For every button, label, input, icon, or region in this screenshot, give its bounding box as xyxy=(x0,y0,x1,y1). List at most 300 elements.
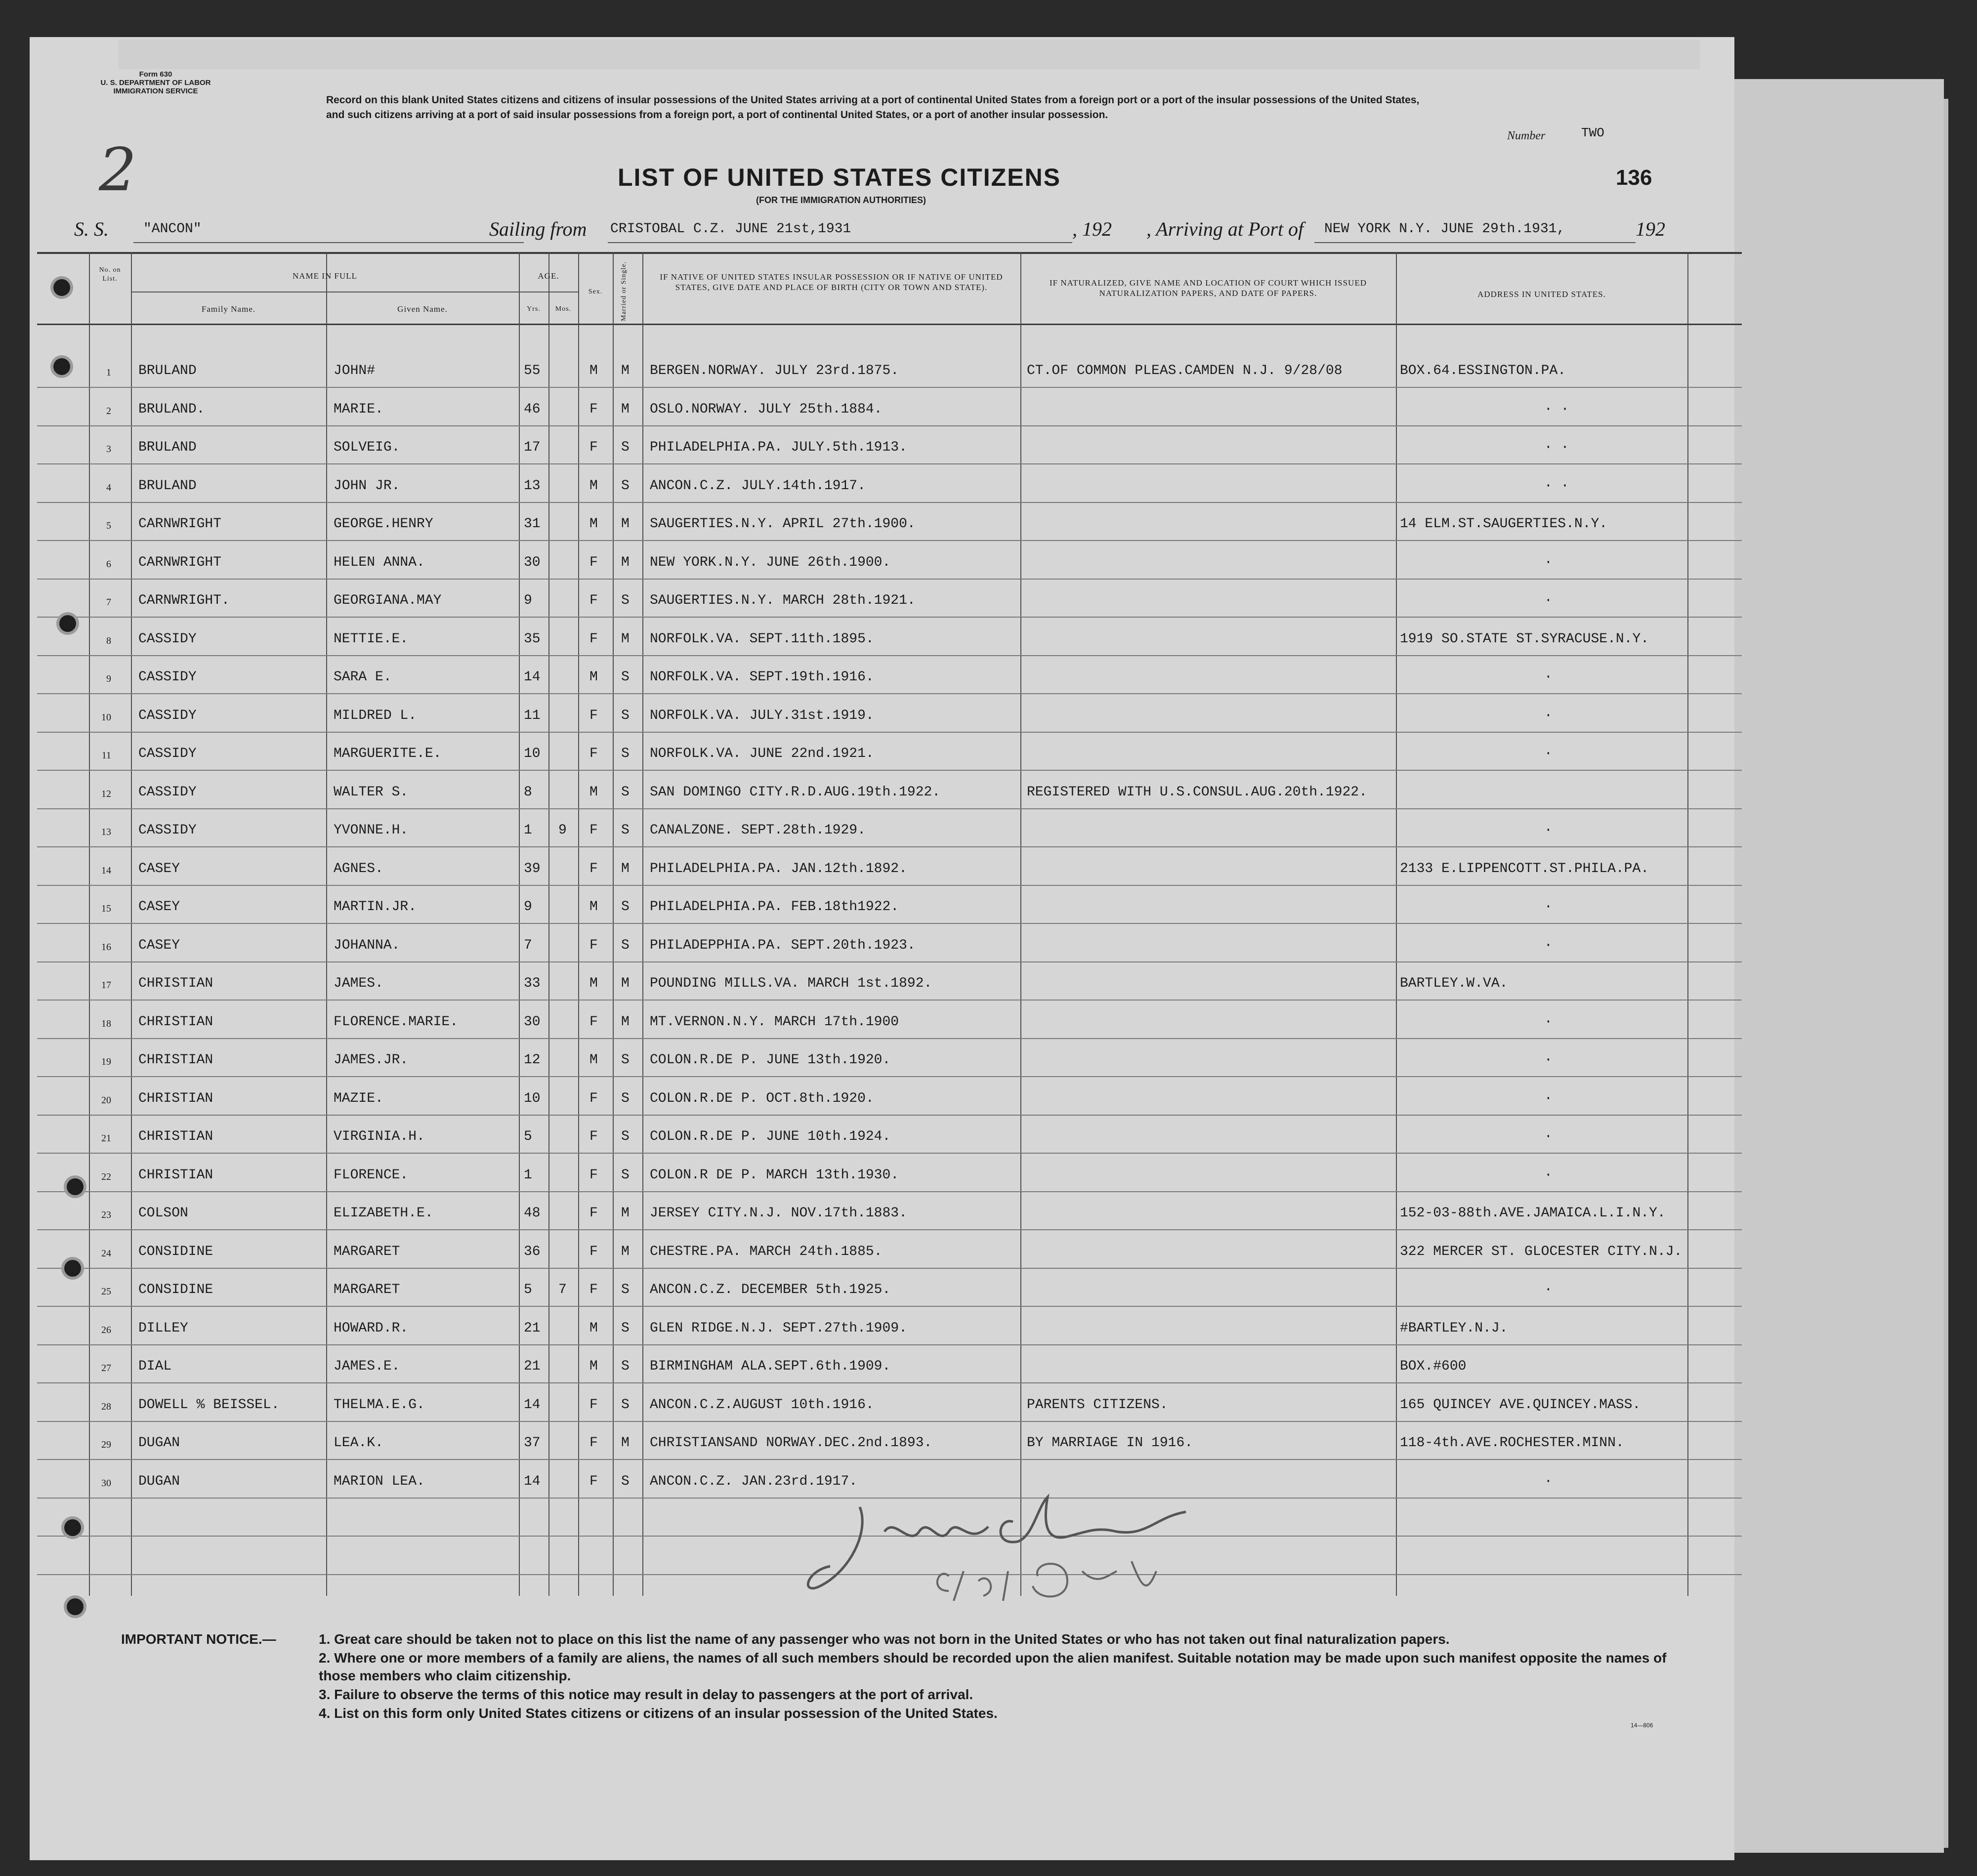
cell-birth-place-date: CHRISTIANSAND NORWAY.DEC.2nd.1893. xyxy=(650,1435,932,1451)
passenger-table xyxy=(37,252,1742,1596)
page-title: LIST OF UNITED STATES CITIZENS xyxy=(618,164,1061,191)
cell-family-name: DUGAN xyxy=(138,1435,180,1451)
cell-address: · xyxy=(1544,1052,1553,1068)
cell-list-number: 16 xyxy=(101,941,111,953)
cell-married-single: S xyxy=(621,1473,630,1489)
cell-birth-place-date: NORFOLK.VA. JUNE 22nd.1921. xyxy=(650,746,874,761)
cell-address: · xyxy=(1544,823,1553,838)
row-rule xyxy=(37,961,1742,962)
row-rule xyxy=(37,540,1742,541)
cell-family-name: DOWELL % BEISSEL. xyxy=(138,1397,280,1413)
binder-hole xyxy=(67,1598,84,1615)
cell-family-name: DIAL xyxy=(138,1359,172,1374)
cell-given-name: FLORENCE.MARIE. xyxy=(334,1014,459,1030)
sailing-from: CRISTOBAL C.Z. JUNE 21st,1931 xyxy=(610,221,851,237)
col-header-name-in-full: NAME IN FULL xyxy=(293,271,357,281)
cell-married-single: M xyxy=(621,976,630,991)
cell-list-number: 1 xyxy=(106,367,111,378)
table-row xyxy=(37,888,1742,927)
cell-address: 322 MERCER ST. GLOCESTER CITY.N.J. xyxy=(1400,1244,1683,1259)
row-rule xyxy=(37,1191,1742,1192)
cell-list-number: 13 xyxy=(101,827,111,837)
cell-family-name: COLSON xyxy=(138,1206,188,1221)
cell-given-name: MARTIN.JR. xyxy=(334,899,417,915)
table-row xyxy=(37,1157,1742,1195)
cell-list-number: 26 xyxy=(101,1324,111,1335)
table-top-rule xyxy=(37,252,1742,254)
cell-age-years: 21 xyxy=(524,1359,541,1374)
table-row xyxy=(37,927,1742,965)
cell-list-number: 21 xyxy=(101,1133,111,1144)
cell-given-name: HOWARD.R. xyxy=(334,1320,409,1336)
row-rule xyxy=(37,579,1742,580)
year-suffix: 192 xyxy=(1636,218,1665,240)
cell-age-years: 35 xyxy=(524,631,541,647)
cell-married-single: M xyxy=(621,861,630,876)
cell-list-number: 29 xyxy=(101,1439,111,1450)
cell-list-number: 14 xyxy=(101,865,111,876)
underlying-sheet xyxy=(1725,79,1944,1853)
cell-list-number: 4 xyxy=(106,482,111,493)
row-rule xyxy=(37,1229,1742,1230)
cell-given-name: THELMA.E.G. xyxy=(334,1397,425,1413)
cell-address: · xyxy=(1544,1090,1553,1106)
table-row xyxy=(37,1424,1742,1463)
cell-address: · · xyxy=(1544,478,1569,494)
cell-given-name: YVONNE.H. xyxy=(334,823,409,838)
cell-sex: F xyxy=(589,631,598,647)
cell-married-single: S xyxy=(621,593,630,608)
cell-given-name: SOLVEIG. xyxy=(334,440,400,455)
cell-age-years: 13 xyxy=(524,478,541,494)
year-suffix: , 192 xyxy=(1072,218,1112,240)
cell-birth-place-date: CHESTRE.PA. MARCH 24th.1885. xyxy=(650,1244,883,1259)
cell-list-number: 20 xyxy=(101,1094,111,1106)
col-header-given-name: Given Name. xyxy=(397,304,448,314)
cell-age-years: 36 xyxy=(524,1244,541,1259)
form-number: Form 630 xyxy=(139,70,172,79)
cell-sex: F xyxy=(589,746,598,761)
table-row xyxy=(37,467,1742,506)
cell-age-years: 31 xyxy=(524,516,541,532)
cell-address: · xyxy=(1544,708,1553,723)
cell-address: 165 QUINCEY AVE.QUINCEY.MASS. xyxy=(1400,1397,1641,1413)
col-header-married-single: Married or Single. xyxy=(620,261,628,321)
notice-heading: IMPORTANT NOTICE.— xyxy=(121,1631,276,1647)
table-row xyxy=(37,429,1742,467)
cell-family-name: CARNWRIGHT xyxy=(138,516,222,532)
cell-sex: F xyxy=(589,1206,598,1221)
cell-family-name: CASSIDY xyxy=(138,746,197,761)
cell-sex: F xyxy=(589,861,598,876)
row-rule xyxy=(37,463,1742,464)
cell-address: · xyxy=(1544,1014,1553,1030)
row-rule xyxy=(37,1038,1742,1039)
cell-given-name: WALTER S. xyxy=(334,784,409,800)
cell-sex: M xyxy=(589,669,598,685)
cell-birth-place-date: PHILADELPHIA.PA. FEB.18th1922. xyxy=(650,899,899,915)
cell-family-name: CHRISTIAN xyxy=(138,1052,213,1068)
cell-address: #BARTLEY.N.J. xyxy=(1400,1320,1508,1336)
notice-item: 3. Failure to observe the terms of this notice may result in delay to passengers at the port of arrival. xyxy=(319,1687,973,1702)
arriving-port: NEW YORK N.Y. JUNE 29th.1931, xyxy=(1324,221,1565,237)
cell-list-number: 15 xyxy=(101,903,111,914)
table-row xyxy=(37,1233,1742,1272)
cell-sex: M xyxy=(589,784,598,800)
handwritten-page-mark: 2 xyxy=(99,136,137,205)
cell-naturalization: PARENTS CITIZENS. xyxy=(1027,1397,1168,1413)
cell-list-number: 28 xyxy=(101,1401,111,1412)
cell-married-single: M xyxy=(621,1014,630,1030)
cell-given-name: JOHN JR. xyxy=(334,478,400,494)
cell-age-years: 30 xyxy=(524,1014,541,1030)
row-rule xyxy=(37,502,1742,503)
cell-family-name: CHRISTIAN xyxy=(138,1014,213,1030)
cell-given-name: GEORGE.HENRY xyxy=(334,516,433,532)
cell-list-number: 6 xyxy=(106,558,111,570)
cell-list-number: 17 xyxy=(101,980,111,991)
ship-line xyxy=(74,217,1665,247)
cell-given-name: MARGARET xyxy=(334,1244,400,1259)
form-info xyxy=(74,70,237,95)
cell-birth-place-date: BERGEN.NORWAY. JULY 23rd.1875. xyxy=(650,363,899,378)
row-rule xyxy=(37,617,1742,618)
cell-sex: F xyxy=(589,1244,598,1259)
cell-family-name: CASEY xyxy=(138,861,180,876)
header-bottom-rule xyxy=(37,324,1742,325)
table-row xyxy=(37,1003,1742,1042)
cell-age-years: 10 xyxy=(524,746,541,761)
binder-hole xyxy=(53,279,70,296)
cell-age-years: 33 xyxy=(524,976,541,991)
cell-married-single: M xyxy=(621,363,630,378)
cell-address: · xyxy=(1544,1282,1553,1297)
cell-age-years: 1 xyxy=(524,1167,532,1183)
cell-family-name: BRULAND xyxy=(138,363,197,378)
row-rule xyxy=(37,1382,1742,1383)
cell-married-single: S xyxy=(621,1129,630,1144)
col-header-family-name: Family Name. xyxy=(201,304,256,314)
cell-age-months: 9 xyxy=(558,823,567,838)
cell-age-months: 7 xyxy=(558,1282,567,1297)
cell-sex: M xyxy=(589,478,598,494)
col-header-address: ADDRESS IN UNITED STATES. xyxy=(1477,290,1606,299)
cell-given-name: JAMES. xyxy=(334,976,383,991)
cell-given-name: MAZIE. xyxy=(334,1090,383,1106)
cell-birth-place-date: NORFOLK.VA. SEPT.11th.1895. xyxy=(650,631,874,647)
cell-family-name: CHRISTIAN xyxy=(138,1129,213,1144)
cell-birth-place-date: SAUGERTIES.N.Y. MARCH 28th.1921. xyxy=(650,593,916,608)
row-rule xyxy=(37,1153,1742,1154)
page-edge xyxy=(119,40,1700,69)
cell-birth-place-date: MT.VERNON.N.Y. MARCH 17th.1900 xyxy=(650,1014,899,1030)
cell-married-single: S xyxy=(621,937,630,953)
cell-family-name: CASSIDY xyxy=(138,823,197,838)
cell-age-years: 14 xyxy=(524,1397,541,1413)
cell-birth-place-date: PHILADELPHIA.PA. JULY.5th.1913. xyxy=(650,440,907,455)
cell-address: 2133 E.LIPPENCOTT.ST.PHILA.PA. xyxy=(1400,861,1649,876)
cell-sex: F xyxy=(589,1129,598,1144)
cell-married-single: S xyxy=(621,746,630,761)
cell-family-name: CHRISTIAN xyxy=(138,976,213,991)
cell-address: · · xyxy=(1544,440,1569,455)
col-header-yrs: Yrs. xyxy=(527,305,541,313)
cell-married-single: S xyxy=(621,669,630,685)
table-row xyxy=(37,621,1742,659)
cell-list-number: 5 xyxy=(106,520,111,531)
cell-family-name: CASSIDY xyxy=(138,784,197,800)
table-row xyxy=(37,582,1742,621)
cell-list-number: 12 xyxy=(101,788,111,799)
cell-given-name: JOHANNA. xyxy=(334,937,400,953)
form-print-code: 14—806 xyxy=(1631,1722,1653,1729)
cell-sex: M xyxy=(589,363,598,378)
cell-family-name: BRULAND xyxy=(138,478,197,494)
cell-birth-place-date: NORFOLK.VA. JULY.31st.1919. xyxy=(650,708,874,723)
col-header-no: No. on List. xyxy=(99,266,121,283)
cell-given-name: ELIZABETH.E. xyxy=(334,1206,433,1221)
service-name: IMMIGRATION SERVICE xyxy=(113,87,198,95)
cell-married-single: S xyxy=(621,440,630,455)
number-label: Number xyxy=(1507,129,1546,142)
cell-family-name: CHRISTIAN xyxy=(138,1090,213,1106)
cell-married-single: S xyxy=(621,823,630,838)
table-row xyxy=(37,774,1742,812)
cell-naturalization: BY MARRIAGE IN 1916. xyxy=(1027,1435,1193,1451)
cell-sex: F xyxy=(589,937,598,953)
table-row xyxy=(37,505,1742,544)
cell-given-name: JAMES.JR. xyxy=(334,1052,409,1068)
arriving-underline xyxy=(1314,242,1636,243)
table-row xyxy=(37,735,1742,774)
table-row xyxy=(37,1348,1742,1386)
cell-address: 14 ELM.ST.SAUGERTIES.N.Y. xyxy=(1400,516,1608,532)
table-row xyxy=(37,659,1742,697)
cell-age-years: 11 xyxy=(524,708,541,723)
cell-sex: F xyxy=(589,554,598,570)
cell-married-single: M xyxy=(621,554,630,570)
cell-age-years: 39 xyxy=(524,861,541,876)
cell-birth-place-date: POUNDING MILLS.VA. MARCH 1st.1892. xyxy=(650,976,932,991)
cell-married-single: M xyxy=(621,401,630,417)
cell-family-name: CHRISTIAN xyxy=(138,1167,213,1183)
row-rule xyxy=(37,1421,1742,1422)
cell-age-years: 12 xyxy=(524,1052,541,1068)
cell-married-single: M xyxy=(621,1435,630,1451)
row-rule xyxy=(37,387,1742,388)
cell-age-years: 48 xyxy=(524,1206,541,1221)
cell-family-name: CARNWRIGHT. xyxy=(138,593,230,608)
cell-age-years: 17 xyxy=(524,440,541,455)
cell-given-name: NETTIE.E. xyxy=(334,631,409,647)
cell-sex: F xyxy=(589,401,598,417)
cell-age-years: 14 xyxy=(524,669,541,685)
notice-item: 4. List on this form only United States citizens or citizens of an insular possession of the United States. xyxy=(319,1706,998,1721)
cell-married-single: S xyxy=(621,1320,630,1336)
cell-family-name: BRULAND xyxy=(138,440,197,455)
cell-sex: M xyxy=(589,1052,598,1068)
cell-address: · xyxy=(1544,669,1553,685)
cell-married-single: S xyxy=(621,478,630,494)
cell-birth-place-date: CANALZONE. SEPT.28th.1929. xyxy=(650,823,866,838)
cell-married-single: S xyxy=(621,708,630,723)
cell-family-name: CONSIDINE xyxy=(138,1282,213,1297)
number-value: TWO xyxy=(1581,125,1604,140)
row-rule xyxy=(37,1459,1742,1460)
cell-sex: M xyxy=(589,1359,598,1374)
ship-name-underline xyxy=(133,242,524,243)
cell-list-number: 23 xyxy=(101,1209,111,1220)
cell-married-single: S xyxy=(621,1167,630,1183)
cell-married-single: M xyxy=(621,1244,630,1259)
cell-birth-place-date: NORFOLK.VA. SEPT.19th.1916. xyxy=(650,669,874,685)
cell-list-number: 30 xyxy=(101,1477,111,1489)
cell-married-single: S xyxy=(621,899,630,915)
cell-list-number: 19 xyxy=(101,1056,111,1067)
cell-address: 118-4th.AVE.ROCHESTER.MINN. xyxy=(1400,1435,1624,1451)
table-row xyxy=(37,812,1742,850)
cell-birth-place-date: ANCON.C.Z.AUGUST 10th.1916. xyxy=(650,1397,874,1413)
cell-birth-place-date: ANCON.C.Z. JULY.14th.1917. xyxy=(650,478,866,494)
cell-address: · xyxy=(1544,1167,1553,1183)
row-rule xyxy=(37,425,1742,426)
cell-sex: F xyxy=(589,1090,598,1106)
cell-age-years: 8 xyxy=(524,784,532,800)
cell-birth-place-date: COLON.R DE P. MARCH 13th.1930. xyxy=(650,1167,899,1183)
table-row xyxy=(37,965,1742,1003)
cell-given-name: LEA.K. xyxy=(334,1435,383,1451)
cell-naturalization: CT.OF COMMON PLEAS.CAMDEN N.J. 9/28/08 xyxy=(1027,363,1343,378)
cell-address: · xyxy=(1544,593,1553,608)
col-header-naturalization: IF NATURALIZED, GIVE NAME AND LOCATION OF COURT WHICH ISSUED NATURALIZATION PAPERS, AND DATE OF PAPERS. xyxy=(1049,278,1367,298)
cell-list-number: 27 xyxy=(101,1363,111,1374)
notice-item: 2. Where one or more members of a family are aliens, the names of all such members should be recorded upon the alien manifest. Suitable notation may be made upon such manifest opposite the names of those members who claim citizenship. xyxy=(319,1650,1667,1683)
cell-address: · xyxy=(1544,1473,1553,1489)
cell-given-name: VIRGINIA.H. xyxy=(334,1129,425,1144)
cell-list-number: 9 xyxy=(106,673,111,684)
row-rule xyxy=(37,1000,1742,1001)
cell-age-years: 55 xyxy=(524,363,541,378)
cell-given-name: GEORGIANA.MAY xyxy=(334,593,442,608)
col-header-mos: Mos. xyxy=(555,305,572,313)
binder-hole xyxy=(53,358,70,375)
cell-given-name: FLORENCE. xyxy=(334,1167,409,1183)
cell-sex: M xyxy=(589,899,598,915)
cell-list-number: 24 xyxy=(101,1248,111,1259)
cell-age-years: 10 xyxy=(524,1090,541,1106)
cell-given-name: MILDRED L. xyxy=(334,708,417,723)
cell-birth-place-date: JERSEY CITY.N.J. NOV.17th.1883. xyxy=(650,1206,907,1221)
cell-family-name: CASEY xyxy=(138,899,180,915)
cell-address: BOX.64.ESSINGTON.PA. xyxy=(1400,363,1566,378)
cell-age-years: 37 xyxy=(524,1435,541,1451)
table-row xyxy=(37,352,1742,391)
table-row xyxy=(37,1386,1742,1425)
row-rule xyxy=(37,1268,1742,1269)
cell-list-number: 7 xyxy=(106,597,111,608)
cell-given-name: HELEN ANNA. xyxy=(334,554,425,570)
row-rule xyxy=(37,1344,1742,1345)
cell-address: · · xyxy=(1544,401,1569,417)
cell-birth-place-date: OSLO.NORWAY. JULY 25th.1884. xyxy=(650,401,883,417)
table-row xyxy=(37,1195,1742,1233)
table-row xyxy=(37,1271,1742,1310)
table-row xyxy=(37,1118,1742,1157)
row-rule xyxy=(37,770,1742,771)
cell-list-number: 11 xyxy=(101,750,111,761)
cell-birth-place-date: GLEN RIDGE.N.J. SEPT.27th.1909. xyxy=(650,1320,907,1336)
cell-family-name: CASSIDY xyxy=(138,669,197,685)
cell-age-years: 46 xyxy=(524,401,541,417)
cell-list-number: 2 xyxy=(106,405,111,417)
cell-birth-place-date: SAUGERTIES.N.Y. APRIL 27th.1900. xyxy=(650,516,916,532)
cell-birth-place-date: COLON.R.DE P. JUNE 13th.1920. xyxy=(650,1052,891,1068)
col-header-birth: IF NATIVE OF UNITED STATES INSULAR POSSESSION OR IF NATIVE OF UNITED STATES, GIVE DATE AND PLACE OF BIRTH (CITY OR TOWN AND STATE). xyxy=(660,272,1003,292)
cell-list-number: 22 xyxy=(101,1171,111,1182)
cell-list-number: 25 xyxy=(101,1286,111,1297)
cell-sex: F xyxy=(589,1014,598,1030)
binder-hole xyxy=(67,1178,84,1195)
cell-given-name: MARION LEA. xyxy=(334,1473,425,1489)
cell-birth-place-date: SAN DOMINGO CITY.R.D.AUG.19th.1922. xyxy=(650,784,941,800)
cell-given-name: SARA E. xyxy=(334,669,392,685)
row-rule xyxy=(37,923,1742,924)
row-rule xyxy=(37,885,1742,886)
cell-sex: M xyxy=(589,516,598,532)
cell-married-single: S xyxy=(621,1090,630,1106)
sailing-label: Sailing from xyxy=(489,218,587,240)
row-rule xyxy=(37,1076,1742,1077)
cell-birth-place-date: COLON.R.DE P. OCT.8th.1920. xyxy=(650,1090,874,1106)
table-row xyxy=(37,850,1742,889)
cell-address: · xyxy=(1544,899,1553,915)
cell-married-single: S xyxy=(621,1282,630,1297)
cell-age-years: 7 xyxy=(524,937,532,953)
department-name: U. S. DEPARTMENT OF LABOR xyxy=(100,79,211,87)
form-instruction: Record on this blank United States citizens and citizens of insular possessions of the United States arriving at a port of continental United States from a foreign port or a port of the insular possessions of the United States, and such citizens arriving at a port of said insular possessions from a foreign port, a port of continental United States, or a port of another insular possession. xyxy=(326,94,1420,121)
cell-birth-place-date: ANCON.C.Z. JAN.23rd.1917. xyxy=(650,1473,858,1489)
cell-married-single: S xyxy=(621,1359,630,1374)
row-rule xyxy=(37,732,1742,733)
table-row xyxy=(37,1042,1742,1080)
cell-family-name: DUGAN xyxy=(138,1473,180,1489)
table-row xyxy=(37,1080,1742,1119)
cell-family-name: DILLEY xyxy=(138,1320,188,1336)
notice-item: 1. Great care should be taken not to place on this list the name of any passenger who was not born in the United States or who has not taken out final naturalization papers. xyxy=(319,1631,1450,1647)
sailing-underline xyxy=(608,242,1072,243)
cell-sex: F xyxy=(589,1473,598,1489)
cell-sex: F xyxy=(589,593,598,608)
cell-birth-place-date: ANCON.C.Z. DECEMBER 5th.1925. xyxy=(650,1282,891,1297)
cell-married-single: S xyxy=(621,784,630,800)
cell-sex: F xyxy=(589,1167,598,1183)
cell-married-single: S xyxy=(621,1397,630,1413)
cell-given-name: JOHN# xyxy=(334,363,376,378)
cell-married-single: M xyxy=(621,631,630,647)
cell-given-name: AGNES. xyxy=(334,861,383,876)
col-header-age: AGE. xyxy=(538,271,559,281)
cell-age-years: 1 xyxy=(524,823,532,838)
arriving-label: , Arriving at Port of xyxy=(1146,218,1304,240)
row-rule xyxy=(37,808,1742,809)
row-rule xyxy=(37,693,1742,694)
cell-family-name: CASEY xyxy=(138,937,180,953)
ship-name: "ANCON" xyxy=(143,221,202,237)
cell-address: BARTLEY.W.VA. xyxy=(1400,976,1508,991)
table-row xyxy=(37,1310,1742,1348)
cell-age-years: 5 xyxy=(524,1129,532,1144)
cell-naturalization: REGISTERED WITH U.S.CONSUL.AUG.20th.1922. xyxy=(1027,784,1367,800)
